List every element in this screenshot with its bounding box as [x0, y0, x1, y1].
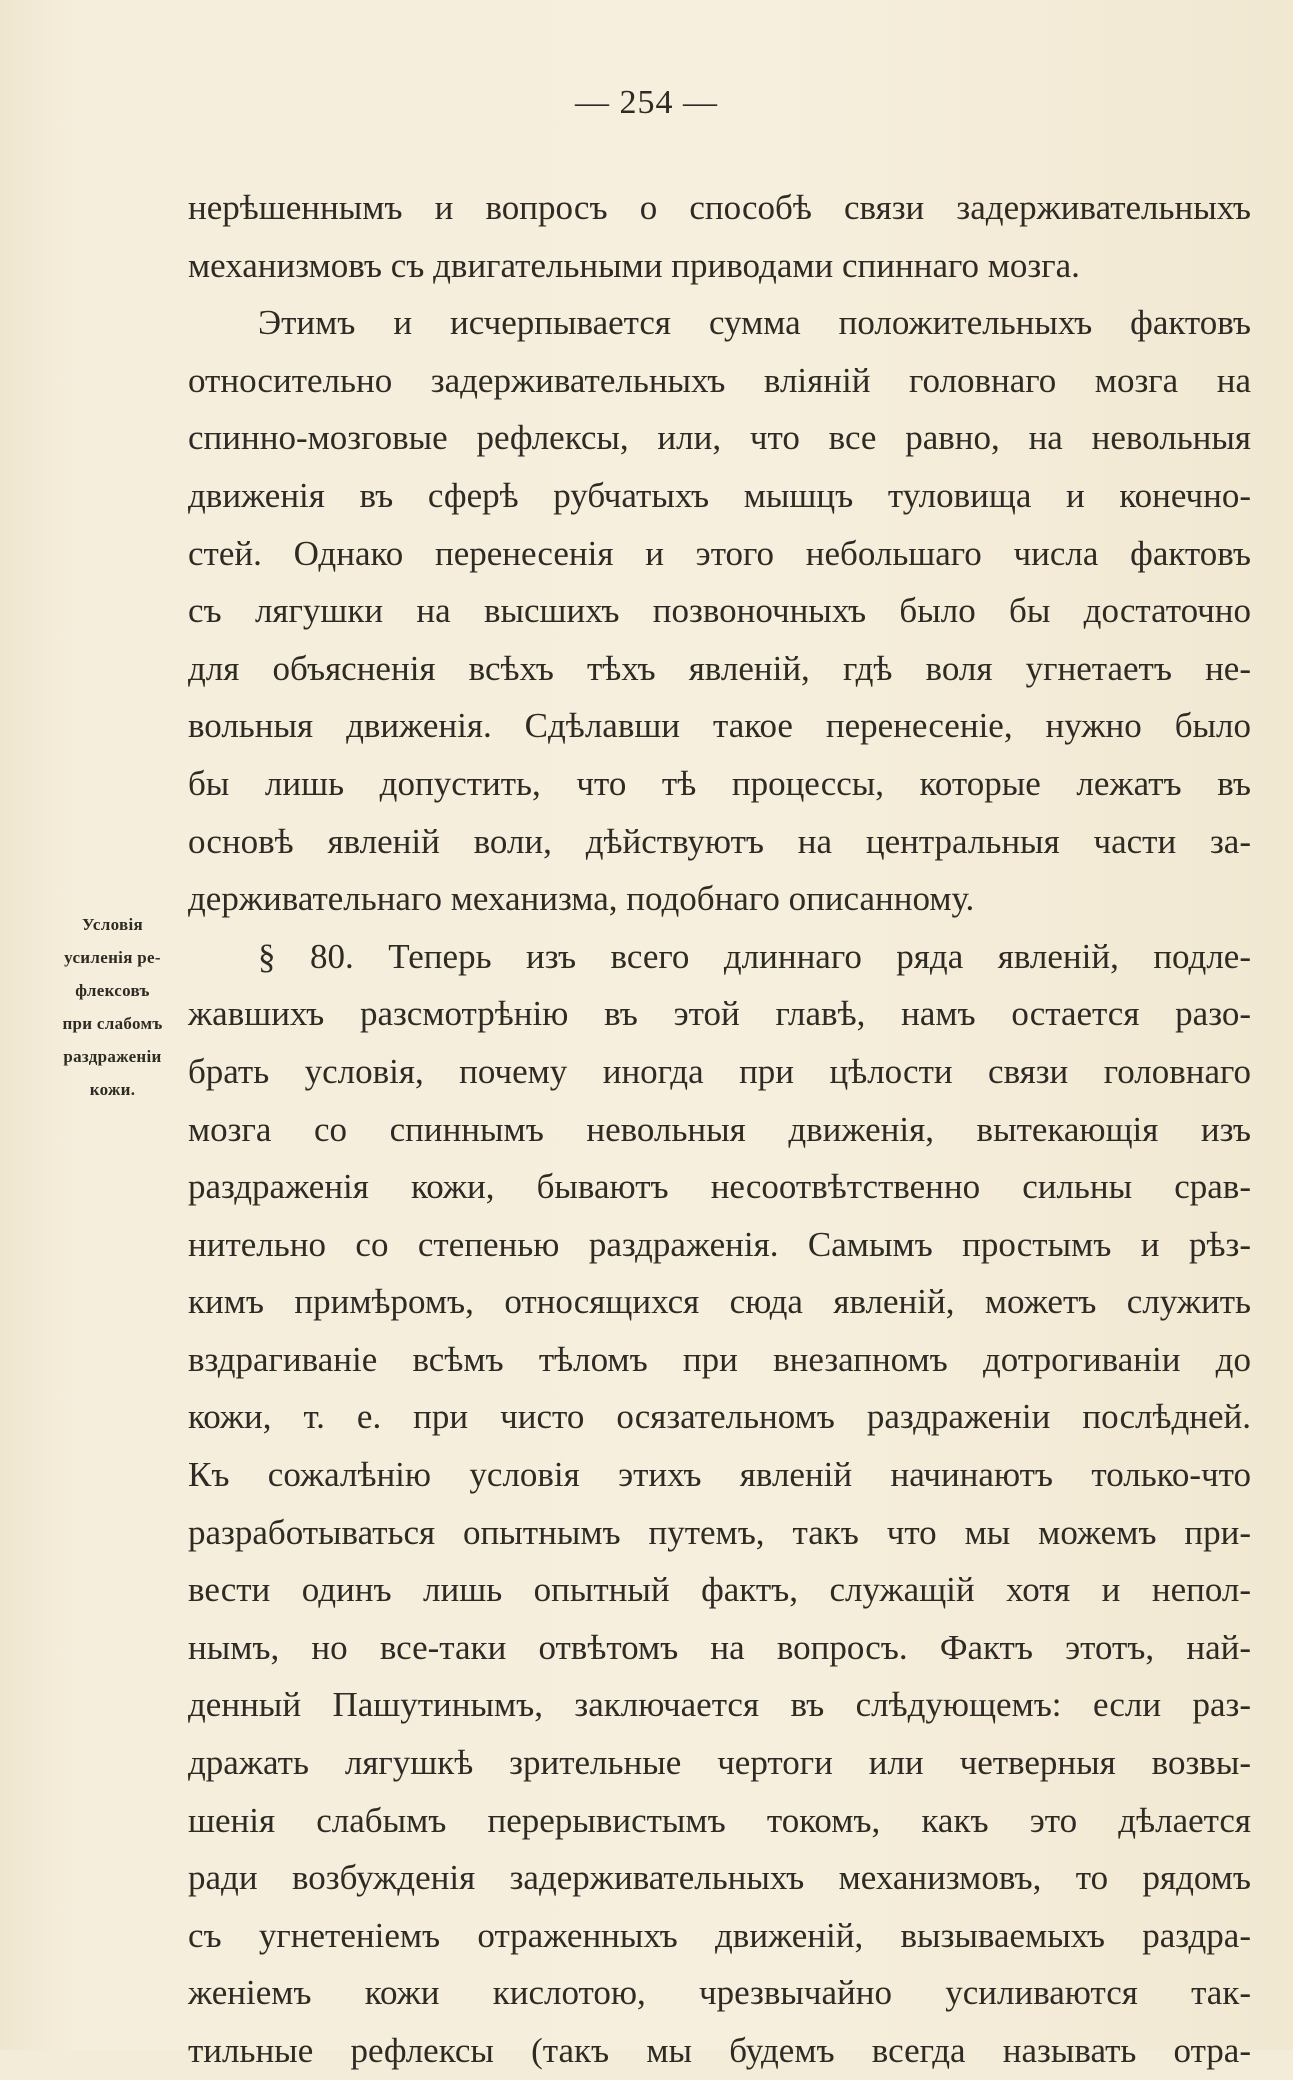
text-line: мозга со спиннымъ невольныя движенія, вытекающія изъ — [188, 1109, 1251, 1149]
text-line: основѣ явленій воли, дѣйствуютъ на центральныя части за- — [188, 821, 1251, 861]
text-line: Этимъ и исчерпывается сумма положительныхъ фактовъ — [258, 303, 1251, 343]
text-line: вольныя движенія. Сдѣлавши такое перенесеніе, нужно было — [188, 706, 1251, 746]
text-line: вести одинъ лишь опытный фактъ, служащій хотя и непол- — [188, 1570, 1251, 1610]
text-line: нымъ, но все-таки отвѣтомъ на вопросъ. Фактъ этотъ, най- — [188, 1627, 1251, 1667]
text-line: нительно со степенью раздраженія. Самымъ простымъ и рѣз- — [188, 1224, 1251, 1264]
text-line: нерѣшеннымъ и вопросъ о способѣ связи задерживательныхъ — [188, 188, 1251, 227]
text-line: вздрагиваніе всѣмъ тѣломъ при внезапномъ дотрогиваніи до — [188, 1339, 1251, 1379]
text-line: держивательнаго механизма, подобнаго описанному. — [188, 879, 975, 919]
text-line: брать условія, почему иногда при цѣлости связи головнаго — [188, 1051, 1251, 1091]
text-line: для объясненія всѣхъ тѣхъ явленій, гдѣ воля угнетаетъ не- — [188, 648, 1251, 688]
text-line: относительно задерживательныхъ вліяній головнаго мозга на — [188, 360, 1251, 400]
text-line: раздраженія кожи, бываютъ несоотвѣтственно сильны срав- — [188, 1167, 1251, 1207]
text-line: жавшихъ разсмотрѣнію въ этой главѣ, намъ остается разо- — [188, 994, 1251, 1034]
text-line: женіемъ кожи кислотою, чрезвычайно усиливаются так- — [188, 1973, 1251, 2013]
text-line: кожи, т. е. при чисто осязательномъ раздраженіи послѣдней. — [188, 1397, 1251, 1437]
margin-note-line: усиленія ре- — [64, 948, 161, 967]
text-line: Къ сожалѣнію условія этихъ явленій начинаютъ только-что — [188, 1455, 1251, 1495]
margin-note-line: флексовъ — [75, 981, 150, 1000]
text-line: кимъ примѣромъ, относящихся сюда явленій, можетъ служить — [188, 1282, 1251, 1322]
text-line: движенія въ сферѣ рубчатыхъ мышцъ туловища и конечно- — [188, 475, 1251, 515]
text-line: ради возбужденія задерживательныхъ механизмовъ, то рядомъ — [188, 1858, 1251, 1898]
margin-note-line: кожи. — [89, 1080, 136, 1099]
text-line: тильные рефлексы (такъ мы будемъ всегда называть отра- — [188, 2031, 1251, 2070]
body-text — [188, 179, 1251, 2080]
page-number: — 254 — — [575, 84, 718, 121]
text-line: стей. Однако перенесенія и этого небольшаго числа фактовъ — [188, 533, 1251, 573]
text-line: шенія слабымъ перерывистымъ токомъ, какъ это дѣлается — [188, 1800, 1251, 1840]
text-line: съ лягушки на высшихъ позвоночныхъ было бы достаточно — [188, 591, 1251, 631]
text-line: разработываться опытнымъ путемъ, такъ что мы можемъ при- — [188, 1512, 1251, 1552]
text-line: денный Пашутинымъ, заключается въ слѣдующемъ: если раз- — [188, 1685, 1251, 1725]
text-line: бы лишь допустить, что тѣ процессы, которые лежатъ въ — [188, 763, 1251, 803]
margin-note-line: при слабомъ — [62, 1014, 163, 1033]
text-line: съ угнетеніемъ отраженныхъ движеній, вызываемыхъ раздра- — [188, 1915, 1251, 1955]
text-line: дражать лягушкѣ зрительные чертоги или четверныя возвы- — [188, 1743, 1251, 1783]
margin-note-line: Условія — [81, 915, 143, 934]
section-heading-line: § 80. Теперь изъ всего длиннаго ряда явленій, подле- — [258, 936, 1251, 976]
text-line: спинно-мозговые рефлексы, или, что все равно, на невольныя — [188, 418, 1251, 458]
text-line: механизмовъ съ двигательными приводами спиннаго мозга. — [188, 245, 1080, 285]
margin-note — [40, 908, 185, 1106]
margin-note-line: раздраженіи — [63, 1047, 162, 1066]
